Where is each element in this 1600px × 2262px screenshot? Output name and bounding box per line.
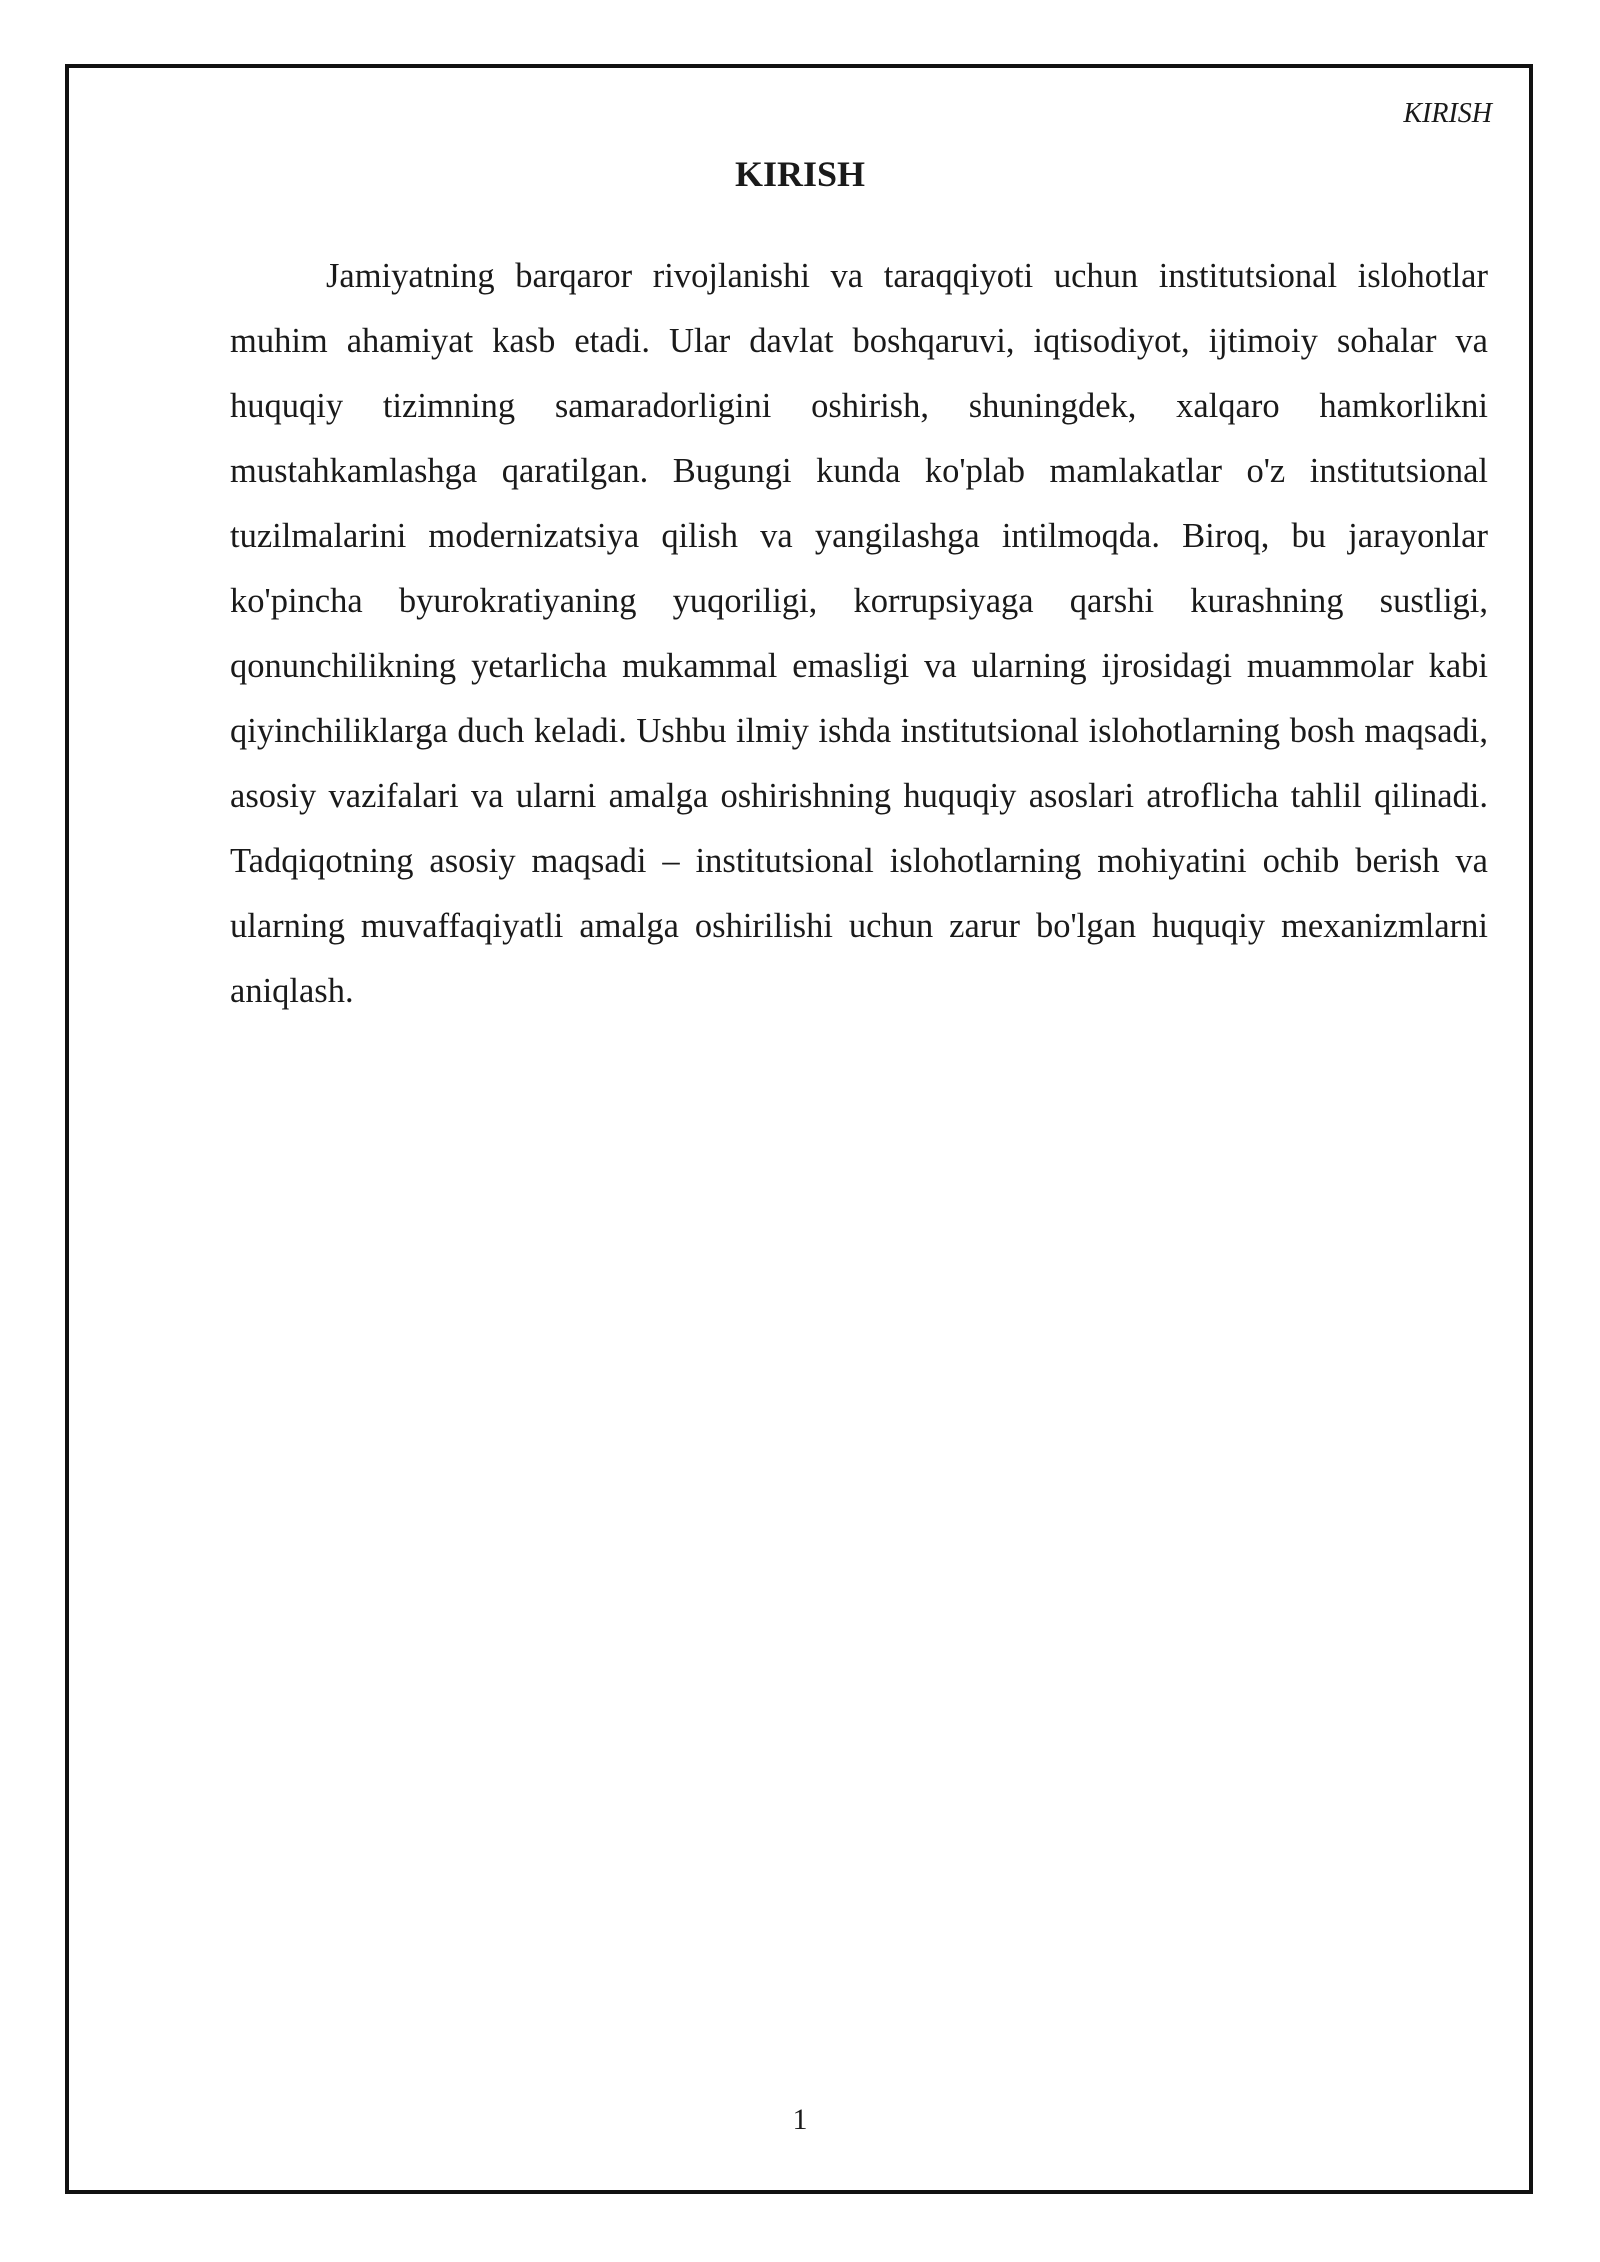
- body-paragraph: Jamiyatning barqaror rivojlanishi va taraqqiyoti uchun institutsional islohotlar muhim ahamiyat kasb etadi. Ular davlat boshqaruvi, iqtisodiyot, ijtimoiy sohalar va huquqiy tizimning samaradorligini oshirish, shuningdek, xalqaro hamkorlikni mustahkamlashga qaratilgan. Bugungi kunda ko'plab mamlakatlar o'z institutsional tuzilmalarini modernizatsiya qilish va yangilashga intilmoqda. Biroq, bu jarayonlar ko'pincha byurokratiyaning yuqoriligi, korrupsiyaga qarshi kurashning sustligi, qonunchilikning yetarlicha mukammal emasligi va ularning ijrosidagi muammolar kabi qiyinchiliklarga duch keladi. Ushbu ilmiy ishda institutsional islohotlarning bosh maqsadi, asosiy vazifalari va ularni amalga oshirishning huquqiy asoslari atroflicha tahlil qilinadi. Tadqiqotning asosiy maqsadi – institutsional islohotlarning mohiyatini ochib berish va ularning muvaffaqiyatli amalga oshirilishi uchun zarur bo'lgan huquqiy mexanizmlarni aniqlash.: [230, 257, 1488, 1010]
- page-title: KIRISH: [734, 154, 866, 194]
- page-number: 1: [792, 2103, 808, 2136]
- running-header: KIRISH: [1403, 98, 1492, 129]
